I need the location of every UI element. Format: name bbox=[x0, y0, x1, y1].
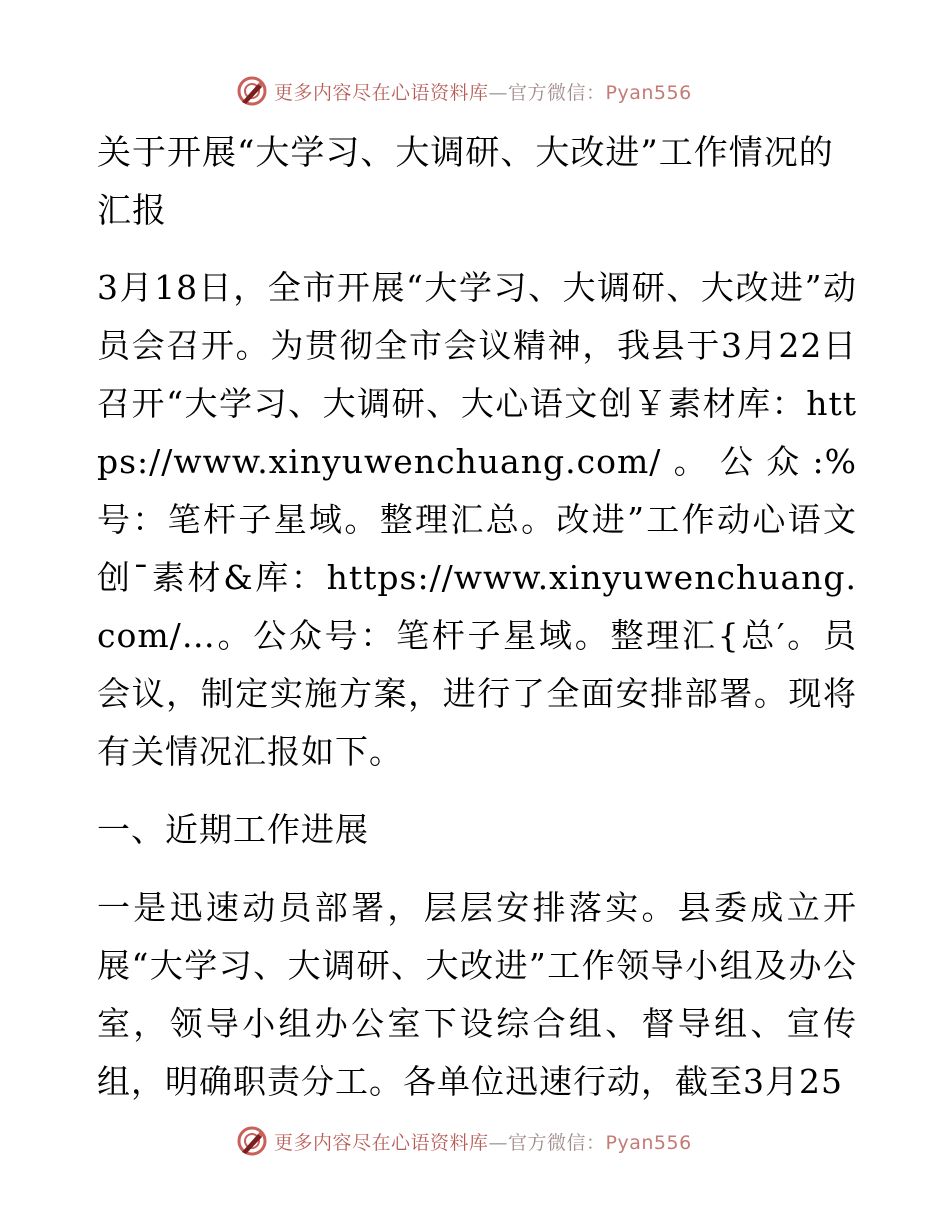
pen-logo-icon bbox=[236, 1125, 268, 1157]
header-watermark-banner bbox=[236, 74, 692, 108]
document-title: 关于开展“大学习、大调研、大改进”工作情况的汇报 bbox=[97, 133, 834, 231]
banner-main-text: 更多内容尽在心语资料库 bbox=[274, 81, 489, 104]
document-body bbox=[97, 124, 857, 1111]
paragraph-intro: 3月18日，全市开展“大学习、大调研、大改进”动员会召开。为贯彻全市会议精神，我县于3月22日召开“大学习、大调研、大心语文创￥素材库：https://www.xinyuwenchuang.com/。公众:%号：笔杆子星域。整理汇总。改进”工作动心语文创¯素材&库：https://www.xinyuwenchuang.com/…。公众号：笔杆子星域。整理汇{总′。员会议，制定实施方案，进行了全面安排部署。现将有关情况汇报如下。 bbox=[97, 268, 857, 771]
section-heading: 一、近期工作进展 bbox=[97, 810, 369, 849]
banner-main-text: 更多内容尽在心语资料库 bbox=[274, 1131, 489, 1154]
banner-separator: — bbox=[488, 1131, 509, 1154]
footer-watermark-banner bbox=[236, 1124, 692, 1158]
banner-separator: — bbox=[488, 81, 509, 104]
banner-wechat-label: 官方微信： bbox=[508, 1131, 606, 1154]
banner-text bbox=[274, 1128, 692, 1155]
banner-text bbox=[274, 78, 692, 105]
banner-wechat-id: Pyan556 bbox=[605, 81, 692, 104]
paragraph-progress: 一是迅速动员部署，层层安排落实。县委成立开展“大学习、大调研、大改进”工作领导小组及办公室，领导小组办公室下设综合组、督导组、宣传组，明确职责分工。各单位迅速行动，截至3月25 bbox=[97, 888, 857, 1101]
pen-logo-icon bbox=[236, 75, 268, 107]
banner-wechat-label: 官方微信： bbox=[508, 81, 606, 104]
banner-wechat-id: Pyan556 bbox=[605, 1131, 692, 1154]
